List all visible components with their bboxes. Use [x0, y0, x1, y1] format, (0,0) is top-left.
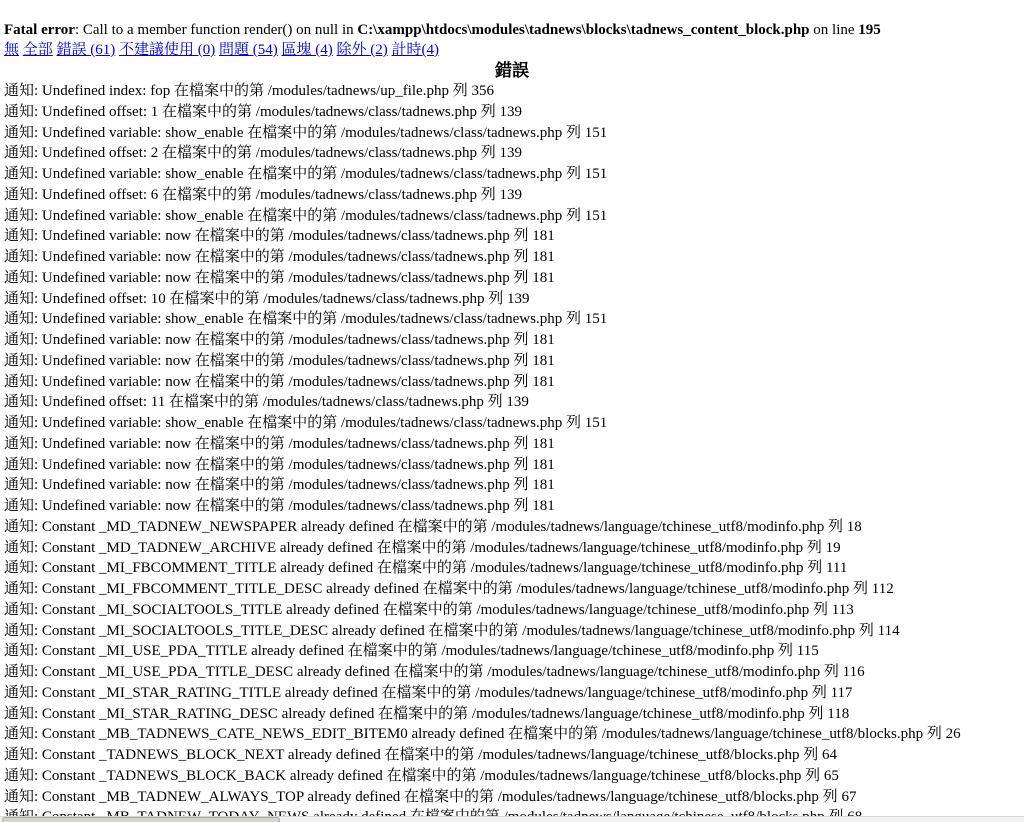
fatal-error-file-path: C:\xampp\htdocs\modules\tadnews\blocks\tadnews_content_block.php	[357, 22, 810, 38]
error-filter-links	[4, 41, 1020, 60]
notice-line: 通知: Undefined variable: now 在檔案中的第 /modules/tadnews/class/tadnews.php 列 181	[4, 269, 555, 286]
notice-line: 通知: Undefined variable: now 在檔案中的第 /modules/tadnews/class/tadnews.php 列 181	[4, 249, 555, 265]
notice-line: 通知: Undefined index: fop 在檔案中的第 /modules/tadnews/up_file.php 列 356	[4, 83, 494, 99]
notice-line: 通知: Undefined variable: show_enable 在檔案中的第 /modules/tadnews/class/tadnews.php 列 151	[4, 166, 608, 182]
filter-link[interactable]: 全部	[22, 42, 53, 58]
notice-line: 通知: Constant _TADNEWS_BLOCK_BACK already defined 在檔案中的第 /modules/tadnews/language/tchinese_utf8/blocks.php 列 65	[4, 767, 839, 784]
filter-link[interactable]: 區塊 (4)	[281, 42, 333, 58]
notice-line: 通知: Constant _MI_STAR_RATING_DESC already defined 在檔案中的第 /modules/tadnews/language/tchinese_utf8/modinfo.php 列 118	[4, 705, 850, 722]
notice-line: 通知: Constant _MI_USE_PDA_TITLE already defined 在檔案中的第 /modules/tadnews/language/tchinese_utf8/modinfo.php 列 115	[4, 643, 819, 660]
notice-line: 通知: Constant _TADNEWS_BLOCK_NEXT already defined 在檔案中的第 /modules/tadnews/language/tchinese_utf8/blocks.php 列 64	[4, 747, 837, 763]
notice-line: 通知: Undefined variable: now 在檔案中的第 /modules/tadnews/class/tadnews.php 列 181	[4, 228, 555, 245]
notice-line: 通知: Constant _MB_TADNEW_ALWAYS_TOP already defined 在檔案中的第 /modules/tadnews/language/tchinese_utf8/blocks.php 列 67	[4, 788, 857, 805]
notice-line: 通知: Undefined offset: 11 在檔案中的第 /modules/tadnews/class/tadnews.php 列 139	[4, 394, 529, 411]
notice-line: 通知: Undefined variable: now 在檔案中的第 /modules/tadnews/class/tadnews.php 列 181	[4, 456, 555, 473]
notice-line: 通知: Undefined offset: 6 在檔案中的第 /modules/tadnews/class/tadnews.php 列 139	[4, 186, 522, 203]
notice-line: 通知: Undefined variable: now 在檔案中的第 /modules/tadnews/class/tadnews.php 列 181	[4, 435, 555, 452]
filter-link[interactable]: 無	[4, 42, 20, 58]
notice-line: 通知: Constant _MI_SOCIALTOOLS_TITLE already defined 在檔案中的第 /modules/tadnews/language/tchinese_utf8/modinfo.php 列 113	[4, 601, 854, 618]
notice-line: 通知: Undefined offset: 10 在檔案中的第 /modules/tadnews/class/tadnews.php 列 139	[4, 290, 530, 307]
horizontal-scrollbar[interactable]	[0, 816, 1024, 822]
filter-link[interactable]: 問題 (54)	[219, 42, 278, 58]
notice-line: 通知: Undefined variable: now 在檔案中的第 /modules/tadnews/class/tadnews.php 列 181	[4, 477, 555, 494]
notice-line: 通知: Constant _MI_FBCOMMENT_TITLE already defined 在檔案中的第 /modules/tadnews/language/tchinese_utf8/modinfo.php 列 111	[4, 560, 848, 577]
notice-line: 通知: Constant _MI_STAR_RATING_TITLE already defined 在檔案中的第 /modules/tadnews/language/tchinese_utf8/modinfo.php 列 117	[4, 684, 853, 701]
horizontal-scrollbar-thumb[interactable]	[2, 817, 280, 822]
errors-section-title: 錯誤	[495, 61, 529, 80]
notice-line: 通知: Undefined variable: show_enable 在檔案中的第 /modules/tadnews/class/tadnews.php 列 151	[4, 311, 608, 328]
notice-line: 通知: Undefined offset: 2 在檔案中的第 /modules/tadnews/class/tadnews.php 列 139	[4, 145, 522, 162]
notice-line: 通知: Undefined variable: now 在檔案中的第 /modules/tadnews/class/tadnews.php 列 181	[4, 352, 555, 369]
notice-line: 通知: Constant _MI_FBCOMMENT_TITLE_DESC already defined 在檔案中的第 /modules/tadnews/language/tchinese_utf8/modinfo.php 列 112	[4, 581, 894, 597]
notice-line: 通知: Undefined variable: show_enable 在檔案中的第 /modules/tadnews/class/tadnews.php 列 151	[4, 124, 608, 141]
filter-link[interactable]: 計時(4)	[391, 42, 440, 58]
notice-line: 通知: Constant _MD_TADNEW_ARCHIVE already defined 在檔案中的第 /modules/tadnews/language/tchinese_utf8/modinfo.php 列 19	[4, 539, 841, 556]
fatal-error-on-line-text: on line	[809, 22, 859, 38]
notice-line: 通知: Undefined variable: show_enable 在檔案中的第 /modules/tadnews/class/tadnews.php 列 151	[4, 415, 608, 431]
notice-line: 通知: Constant _MI_USE_PDA_TITLE_DESC already defined 在檔案中的第 /modules/tadnews/language/tchinese_utf8/modinfo.php 列 116	[4, 664, 865, 680]
notice-line: 通知: Undefined variable: now 在檔案中的第 /modules/tadnews/class/tadnews.php 列 181	[4, 373, 555, 390]
notice-line: 通知: Constant _MB_TADNEWS_CATE_NEWS_EDIT_BITEM0 already defined 在檔案中的第 /modules/tadnews/language/tchinese_utf8/blocks.php 列 26	[4, 726, 961, 743]
filter-link[interactable]: 除外 (2)	[336, 42, 388, 58]
notice-line: 通知: Undefined variable: now 在檔案中的第 /modules/tadnews/class/tadnews.php 列 181	[4, 332, 555, 348]
notice-line: 通知: Constant _MI_SOCIALTOOLS_TITLE_DESC already defined 在檔案中的第 /modules/tadnews/language/tchinese_utf8/modinfo.php 列 114	[4, 622, 900, 639]
fatal-error-message: : Call to a member function render() on null in	[74, 22, 358, 38]
filter-link[interactable]: 錯誤 (61)	[56, 42, 116, 58]
notice-line: 通知: Undefined variable: now 在檔案中的第 /modules/tadnews/class/tadnews.php 列 181	[4, 498, 555, 514]
notice-line: 通知: Undefined variable: show_enable 在檔案中的第 /modules/tadnews/class/tadnews.php 列 151	[4, 207, 608, 224]
fatal-error-line	[4, 20, 1020, 41]
notice-line: 通知: Undefined offset: 1 在檔案中的第 /modules/tadnews/class/tadnews.php 列 139	[4, 103, 522, 120]
filter-link[interactable]: 不建議使用 (0)	[119, 42, 216, 58]
notice-line: 通知: Constant _MD_TADNEW_NEWSPAPER already defined 在檔案中的第 /modules/tadnews/language/tchinese_utf8/modinfo.php 列 18	[4, 518, 862, 535]
fatal-error-line-number: 195	[858, 22, 881, 38]
notices-list	[4, 81, 1020, 822]
fatal-error-label: Fatal error	[4, 22, 75, 38]
